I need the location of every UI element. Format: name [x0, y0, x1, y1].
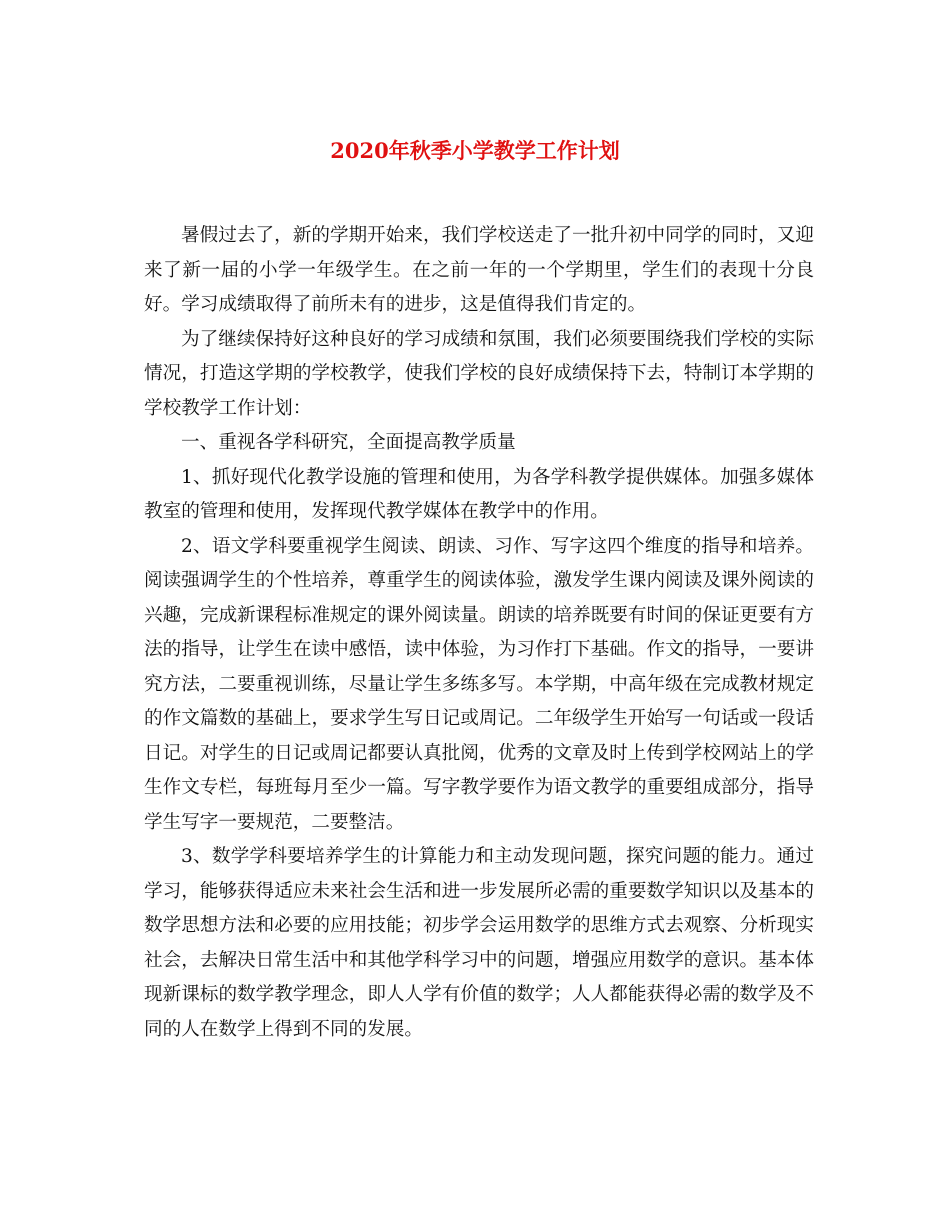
page-title: 2020年秋季小学教学工作计划: [330, 138, 620, 163]
document-body: [144, 219, 814, 1047]
paragraph-item-3: 3、数学学科要培养学生的计算能力和主动发现问题，探究问题的能力。通过学习，能够获得适应未来社会生活和进一步发展所必需的重要数学知识以及基本的数学思想方法和必要的应用技能；初步学会运用数学的思维方式去观察、分析现实社会，去解决日常生活中和其他学科学习中的问题，增强应用数学的意识。基本体现新课标的数学教学理念，即人人学有价值的数学；人人都能获得必需的数学及不同的人在数学上得到不同的发展。: [144, 846, 814, 1040]
paragraph-intro: 暑假过去了，新的学期开始来，我们学校送走了一批升初中同学的同时，又迎来了新一届的小学一年级学生。在之前一年的一个学期里，学生们的表现十分良好。学习成绩取得了前所未有的进步，这是值得我们肯定的。: [144, 225, 814, 315]
paragraph-item-1: 1、抓好现代化教学设施的管理和使用，为各学科教学提供媒体。加强多媒体教室的管理和使用，发挥现代教学媒体在教学中的作用。: [144, 466, 814, 522]
section-heading-1: 一、重视各学科研究，全面提高教学质量: [181, 432, 516, 453]
paragraph-item-2: 2、语文学科要重视学生阅读、朗读、习作、写字这四个维度的指导和培养。阅读强调学生的个性培养，尊重学生的阅读体验，激发学生课内阅读及课外阅读的兴趣，完成新课程标准规定的课外阅读量。朗读的培养既要有时间的保证更要有方法的指导，让学生在读中感悟，读中体验，为习作打下基础。作文的指导，一要讲究方法，二要重视训练，尽量让学生多练多写。本学期，中高年级在完成教材规定的作文篇数的基础上，要求学生写日记或周记。二年级学生开始写一句话或一段话日记。对学生的日记或周记都要认真批阅，优秀的文章及时上传到学校网站上的学生作文专栏，每班每月至少一篇。写字教学要作为语文教学的重要组成部分，指导学生写字一要规范，二要整洁。: [144, 535, 814, 833]
paragraph-purpose: 为了继续保持好这种良好的学习成绩和氛围，我们必须要围绕我们学校的实际情况，打造这学期的学校教学，使我们学校的良好成绩保持下去，特制订本学期的学校教学工作计划：: [144, 328, 814, 419]
